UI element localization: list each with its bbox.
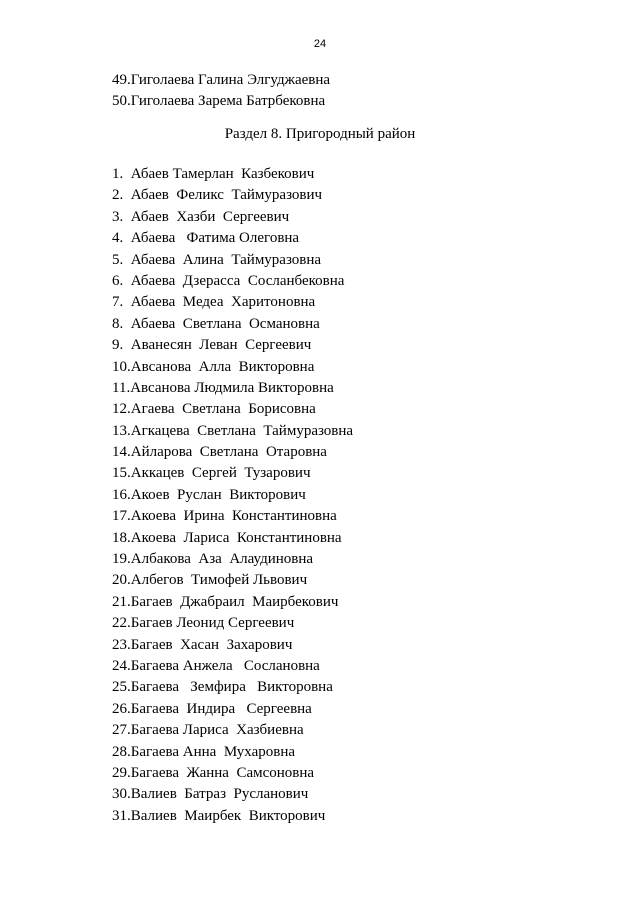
list-item: 29.Багаева Жанна Самсоновна <box>112 764 315 781</box>
list-item: 8. Абаева Светлана Османовна <box>112 315 320 332</box>
list-item: 22.Багаев Леонид Сергеевич <box>112 615 295 632</box>
list-item: 12.Агаева Светлана Борисовна <box>112 401 316 418</box>
list-item: 13.Агкацева Светлана Таймуразовна <box>112 422 354 439</box>
list-item: 24.Багаева Анжела Сослановна <box>112 657 320 674</box>
list-item: 18.Акоева Лариса Константиновна <box>112 529 342 546</box>
list-item: 49.Гиголаева Галина Элгуджаевна <box>112 72 331 88</box>
list-item: 17.Акоева Ирина Константиновна <box>112 508 337 525</box>
section-name-list <box>112 164 592 827</box>
list-item: 10.Авсанова Алла Викторовна <box>112 358 315 375</box>
list-item: 30.Валиев Батраз Русланович <box>112 786 309 803</box>
list-item: 28.Багаева Анна Мухаровна <box>112 743 296 760</box>
list-item: 2. Абаев Феликс Таймуразович <box>112 187 323 204</box>
list-item: 11.Авсанова Людмила Викторовна <box>112 379 334 396</box>
list-item: 31.Валиев Маирбек Викторович <box>112 807 326 824</box>
list-item: 14.Айларова Светлана Отаровна <box>112 444 327 461</box>
list-item: 7. Абаева Медеа Харитоновна <box>112 294 316 311</box>
list-item: 25.Багаева Земфира Викторовна <box>112 679 333 696</box>
list-item: 21.Багаев Джабраил Маирбекович <box>112 593 339 610</box>
list-item: 5. Абаева Алина Таймуразовна <box>112 251 322 268</box>
list-item: 26.Багаева Индира Сергеевна <box>112 700 312 717</box>
list-item: 9. Аванесян Леван Сергеевич <box>112 337 312 354</box>
section-title: Раздел 8. Пригородный район <box>224 126 416 142</box>
list-item: 1. Абаев Тамерлан Казбекович <box>112 166 315 182</box>
list-item: 20.Албегов Тимофей Львович <box>112 572 308 589</box>
list-item: 4. Абаева Фатима Олеговна <box>112 230 300 247</box>
list-item: 3. Абаев Хазби Сергеевич <box>112 208 290 225</box>
list-item: 16.Акоев Руслан Викторович <box>112 486 306 503</box>
list-item: 27.Багаева Лариса Хазбиевна <box>112 722 304 739</box>
list-item: 6. Абаева Дзерасса Сосланбековна <box>112 272 345 289</box>
page-number: 24 <box>313 38 327 50</box>
list-item: 23.Багаев Хасан Захарович <box>112 636 293 653</box>
previous-section-list <box>112 70 592 113</box>
list-item: 15.Аккацев Сергей Тузарович <box>112 465 311 482</box>
list-item: 50.Гиголаева Зарема Батрбековна <box>112 93 326 110</box>
list-item: 19.Албакова Аза Алаудиновна <box>112 551 314 568</box>
